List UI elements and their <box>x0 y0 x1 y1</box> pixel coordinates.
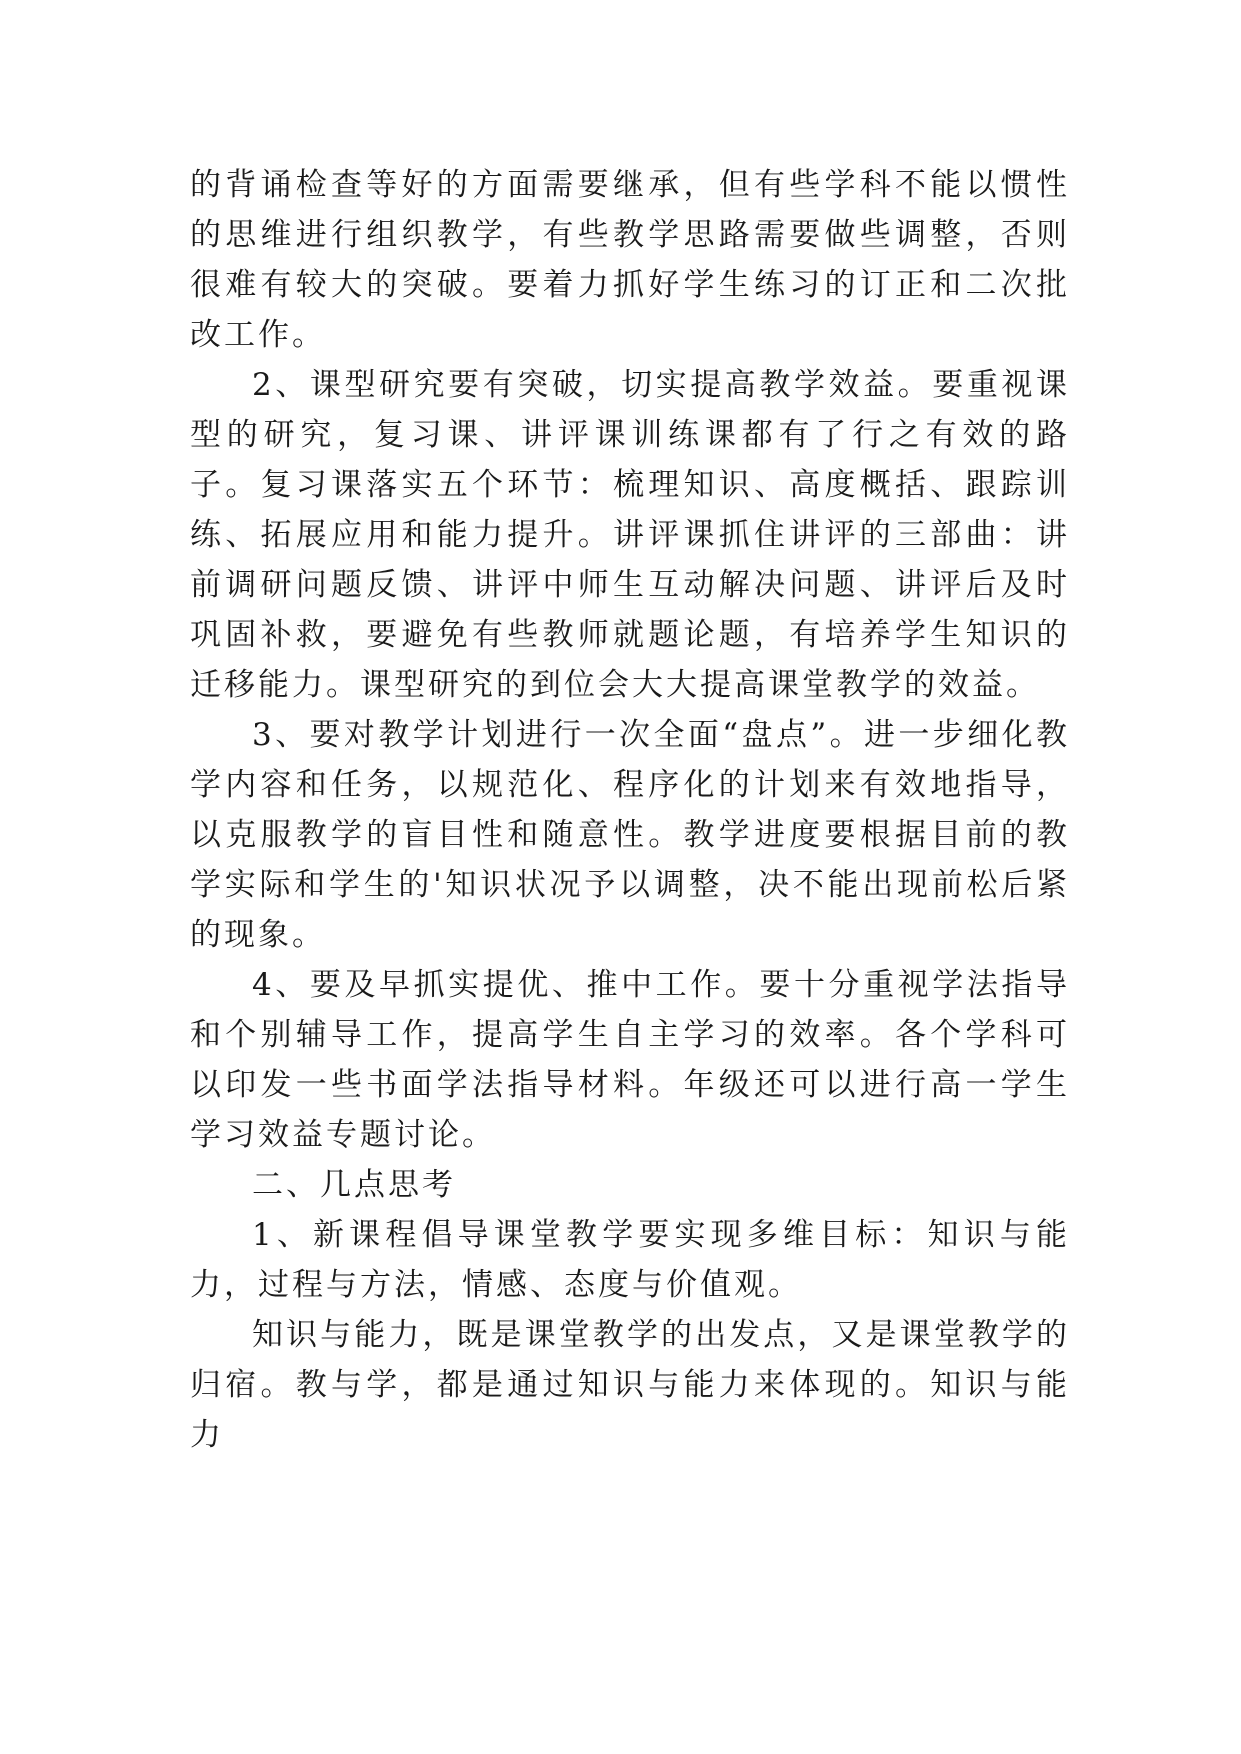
section-heading-reflections: 二、几点思考 <box>252 1167 456 1203</box>
paragraph-knowledge-ability: 知识与能力，既是课堂教学的出发点，又是课堂教学的归宿。教与学，都是通过知识与能力来体现的。知识与能力 <box>190 1317 1070 1453</box>
paragraph-item-3-teaching-plan: 3、要对教学计划进行一次全面“盘点”。进一步细化教学内容和任务，以规范化、程序化的计划来有效地指导，以克服教学的盲目性和随意性。教学进度要根据目前的教学实际和学生的'知识状况予以调整，决不能出现前松后紧的现象。 <box>190 717 1070 953</box>
paragraph-item-4-tutoring: 4、要及早抓实提优、推中工作。要十分重视学法指导和个别辅导工作，提高学生自主学习的效率。各个学科可以印发一些书面学法指导材料。年级还可以进行高一学生学习效益专题讨论。 <box>190 967 1070 1153</box>
document-body <box>190 160 1070 1460</box>
paragraph-continuation: 的背诵检查等好的方面需要继承，但有些学科不能以惯性的思维进行组织教学，有些教学思路需要做些调整，否则很难有较大的突破。要着力抓好学生练习的订正和二次批改工作。 <box>190 167 1070 353</box>
paragraph-reflection-1: 1、新课程倡导课堂教学要实现多维目标：知识与能力，过程与方法，情感、态度与价值观。 <box>190 1217 1070 1303</box>
paragraph-item-2-course-research: 2、课型研究要有突破，切实提高教学效益。要重视课型的研究，复习课、讲评课训练课都有了行之有效的路子。复习课落实五个环节：梳理知识、高度概括、跟踪训练、拓展应用和能力提升。讲评课抓住讲评的三部曲：讲前调研问题反馈、讲评中师生互动解决问题、讲评后及时巩固补救，要避免有些教师就题论题，有培养学生知识的迁移能力。课型研究的到位会大大提高课堂教学的效益。 <box>190 367 1070 703</box>
